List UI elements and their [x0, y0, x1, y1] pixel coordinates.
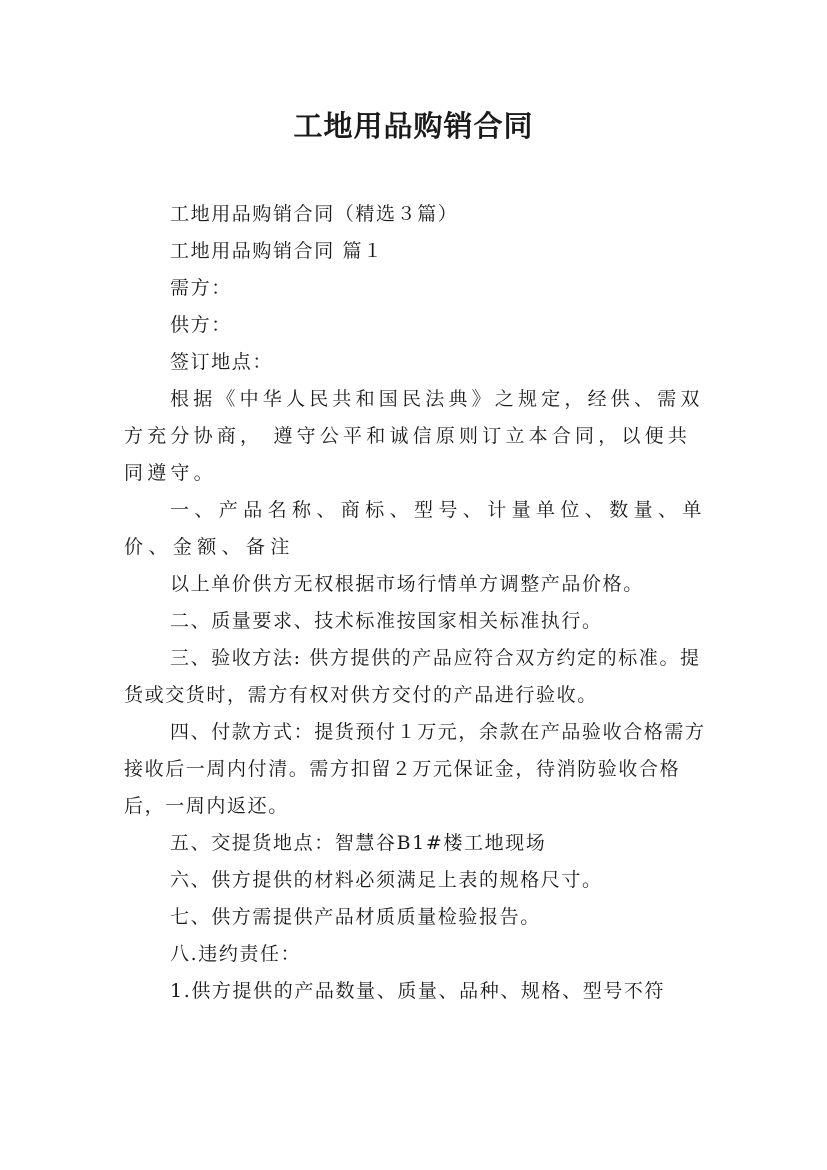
paragraph-section-heading: 工地用品购销合同 篇１ — [170, 240, 384, 262]
paragraph-signing-place: 签订地点： — [170, 351, 274, 373]
paragraph-clause-8-1: 1.供方提供的产品数量、质量、品种、规格、型号不符 — [170, 980, 666, 1002]
paragraph-clause-1: 一、产品名称、商标、型号、计量单位、数量、单价、金额、备注 — [124, 499, 707, 558]
document-body — [124, 196, 714, 1010]
paragraph-clause-8: 八.违约责任： — [170, 943, 302, 965]
paragraph-clause-4: 四、付款方式：提货预付１万元，余款在产品验收合格需方接收后一周内付清。需方扣留２万元保证金，待消防验收合格后，一周内返还。 — [124, 721, 706, 817]
paragraph-clause-7: 七、供方需提供产品材质质量检验报告。 — [170, 906, 541, 928]
paragraph-clause-5: 五、交提货地点：智慧谷B1#楼工地现场 — [170, 832, 547, 854]
paragraph-preamble: 根据《中华人民共和国民法典》之规定，经供、需双方充分协商， 遵守公平和诚信原则订立本合同，以便共同遵守。 — [124, 388, 704, 484]
document-title: 工地用品购销合同 — [293, 109, 534, 143]
paragraph-seller: 供方： — [170, 314, 232, 336]
paragraph-buyer: 需方： — [170, 277, 232, 299]
paragraph-clause-6: 六、供方提供的材料必须满足上表的规格尺寸。 — [170, 869, 603, 891]
paragraph-price-note: 以上单价供方无权根据市场行情单方调整产品价格。 — [170, 573, 644, 595]
paragraph-subtitle: 工地用品购销合同（精选３篇） — [170, 203, 459, 225]
paragraph-clause-3: 三、验收方法: 供方提供的产品应符合双方约定的标准。提货或交货时，需方有权对供方交付的产品进行验收。 — [124, 647, 701, 706]
paragraph-clause-2: 二、质量要求、技术标准按国家相关标准执行。 — [170, 610, 603, 632]
